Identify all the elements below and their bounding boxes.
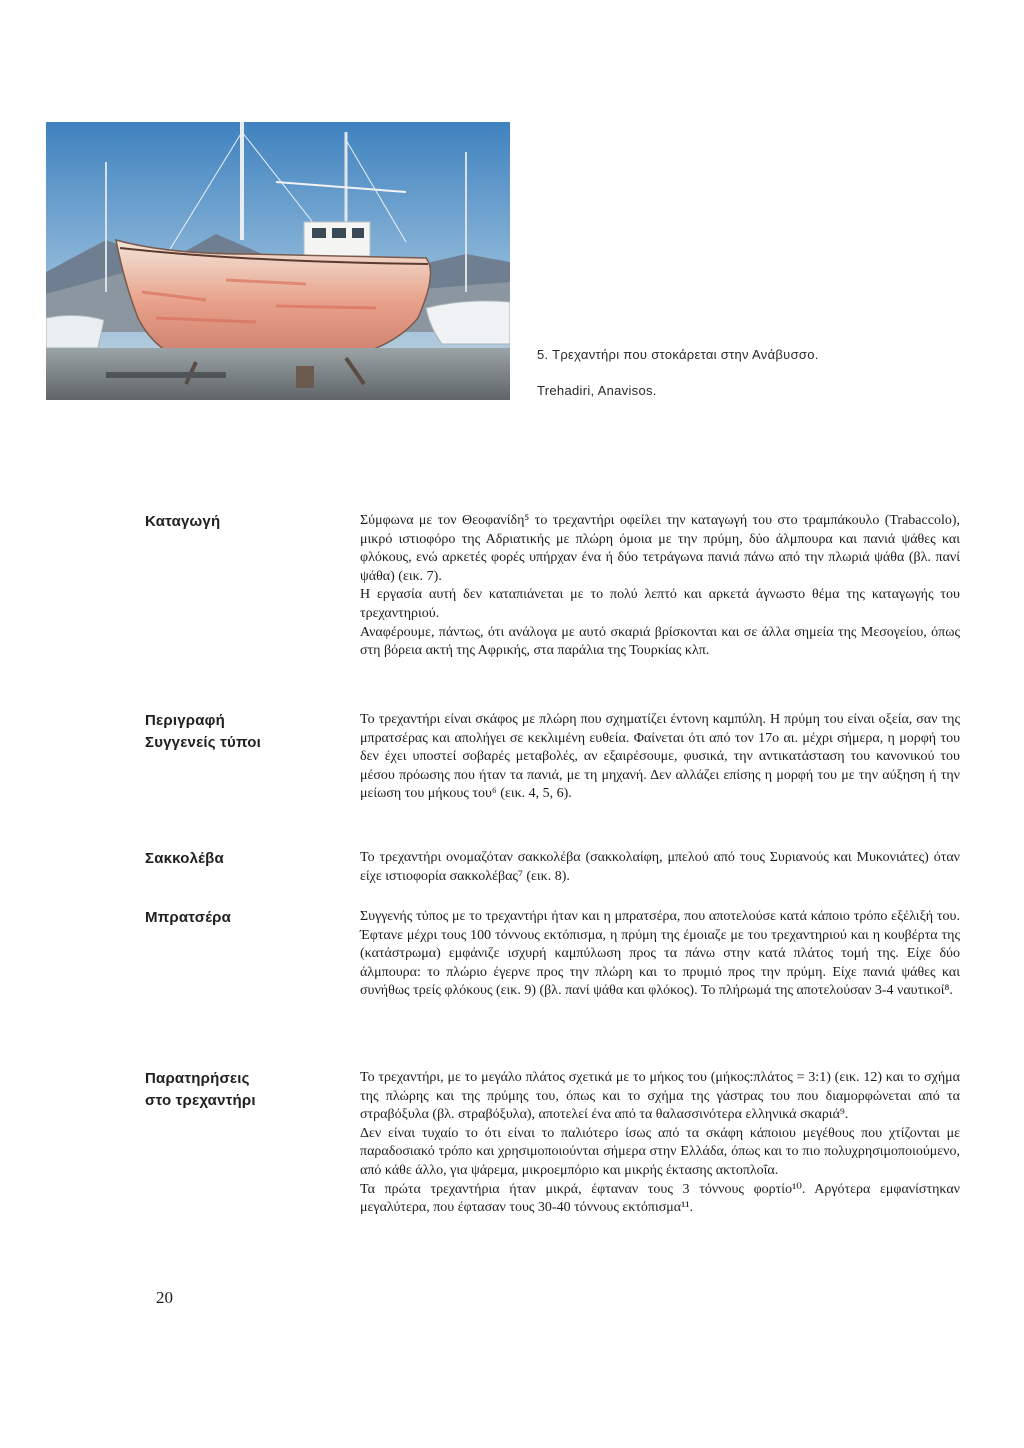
paragraph: Συγγενής τύπος με το τρεχαντήρι ήταν και η μπρατσέρα, που αποτελούσε κατά κάποιο τρόπο εξέλιξή του. Έφτανε μέχρι τους 100 τόννους εκτόπισμα, η πρύμη της έμοιαζε με του τρεχαντηριού και η κουβέρτα της (κατάστρωμα) εμφάνιζε ισχυρή καμπύλωση προς τα πάνω στην κατά πλάτος τομή της. Είχε δύο άλμπουρα: το πλώριο έγερνε προς την πλώρη και το πρυμιό προς την πρύμη. Είχε πανιά ψάθες και συνήθως τρείς φλόκους (εικ. 9) (βλ. πανί ψάθα και φλόκος). Το πλήρωμά της αποτελούσαν 3-4 ναυτικοί⁸. — [360, 909, 960, 999]
photo-trehadiri — [46, 122, 510, 400]
paragraph: Δεν είναι τυχαίο το ότι είναι το παλιότερο ίσως από τα σκάφη κάποιου μεγέθους που χτίζονται με παραδοσιακό τρόπο και χρησιμοποιούνται σήμερα στην Ελλάδα, όπως και το πιο πολυχρησιμοποιούμενο, από κάθε άλλο, για ψάρεμα, μικροεμπόριο και μικρής έκτασης ακτοπλοΐα. — [360, 1125, 960, 1178]
heading-bratsera-text: Μπρατσέρα — [145, 909, 232, 926]
heading-sakkoleva — [145, 848, 335, 870]
figure-caption-english: Trehadiri, Anavisos. — [537, 383, 657, 398]
heading-perigrafi — [145, 710, 335, 754]
heading-perigrafi-line2: Συγγενείς τύποι — [145, 734, 261, 751]
heading-bratsera — [145, 907, 335, 929]
figure-caption-greek: 5. Τρεχαντήρι που στοκάρεται στην Ανάβυσσο. — [537, 347, 819, 362]
heading-paratiriseis-line1: Παρατηρήσεις — [145, 1070, 250, 1087]
heading-perigrafi-line1: Περιγραφή — [145, 712, 225, 729]
section-katagogi-body — [360, 512, 960, 661]
paragraph: Το τρεχαντήρι, με το μεγάλο πλάτος σχετικά με το μήκος του (μήκος:πλάτος = 3:1) (εικ. 12) και το σχήμα της πλώρης και της πρύμης του, όπως και το σχήμα της γάστρας του που διαμορφώνεται από τα στραβόξυλα (βλ. στραβόξυλα), αποτελεί ένα από τα θαλασσινότερα ελληνικά σκαριά⁹. — [360, 1070, 960, 1123]
section-paratiriseis-body — [360, 1069, 960, 1218]
heading-paratiriseis-line2: στο τρεχαντήρι — [145, 1092, 256, 1109]
heading-sakkoleva-text: Σακκολέβα — [145, 850, 224, 867]
paragraph: Τα πρώτα τρεχαντήρια ήταν μικρά, έφταναν τους 3 τόννους φορτίο¹⁰. Αργότερα εμφανίστηκαν μεγαλύτερα, που έφτασαν τους 30-40 τόννους εκτόπισμα¹¹. — [360, 1181, 960, 1216]
section-bratsera-body — [360, 908, 960, 1001]
paragraph: Σύμφωνα με τον Θεοφανίδη⁵ το τρεχαντήρι οφείλει την καταγωγή του στο τραμπάκουλο (Trabaccolo), μικρό ιστιοφόρο της Αδριατικής με πλώρη όμοια με την πρύμη, δύο άλμπουρα και πανιά ψάθες και φλόκους, ενώ αρκετές φορές υπήρχαν ένα ή δύο τετράγωνα πανιά πάνω από την πλωριά ψάθα (βλ. πανί ψάθα) (εικ. 7). — [360, 513, 960, 584]
paragraph: Αναφέρουμε, πάντως, ότι ανάλογα με αυτό σκαριά βρίσκονται και σε άλλα σημεία της Μεσογείου, όπως στη βόρεια ακτή της Αφρικής, στα παράλια της Τουρκίας κλπ. — [360, 624, 960, 659]
paragraph: Η εργασία αυτή δεν καταπιάνεται με το πολύ λεπτό και αρκετά άγνωστο θέμα της καταγωγής του τρεχαντηριού. — [360, 587, 960, 621]
paragraph: Το τρεχαντήρι είναι σκάφος με πλώρη που σχηματίζει έντονη καμπύλη. Η πρύμη του είναι οξεία, σαν της μπρατσέρας και απολήγει σε κεκλιμένη ευθεία. Φαίνεται ότι από τον 17ο αι. μέχρι σήμερα, η μορφή του δεν έχει υποστεί σοβαρές μεταβολές, αν εξαιρέσουμε, φυσικά, την αντικατάσταση του κανονικού του μέσου πρόωσης που ήταν τα πανιά, με τη μηχανή. Δεν αλλάζει επίσης η μορφή του με την αύξηση ή την μείωση του μήκους του⁶ (εικ. 4, 5, 6). — [360, 712, 960, 802]
section-perigrafi-body — [360, 711, 960, 804]
boat-photo-illustration — [46, 122, 510, 400]
heading-katagogi-text: Καταγωγή — [145, 513, 221, 530]
page-number: 20 — [156, 1288, 173, 1307]
heading-paratiriseis — [145, 1068, 335, 1112]
heading-katagogi — [145, 511, 335, 533]
paragraph: Το τρεχαντήρι ονομαζόταν σακκολέβα (σακκολαίφη, μπελού από τους Συριανούς και Μυκονιάτες) όταν είχε ιστιοφορία σακκολέβας⁷ (εικ. 8). — [360, 850, 960, 884]
section-sakkoleva-body — [360, 849, 960, 886]
